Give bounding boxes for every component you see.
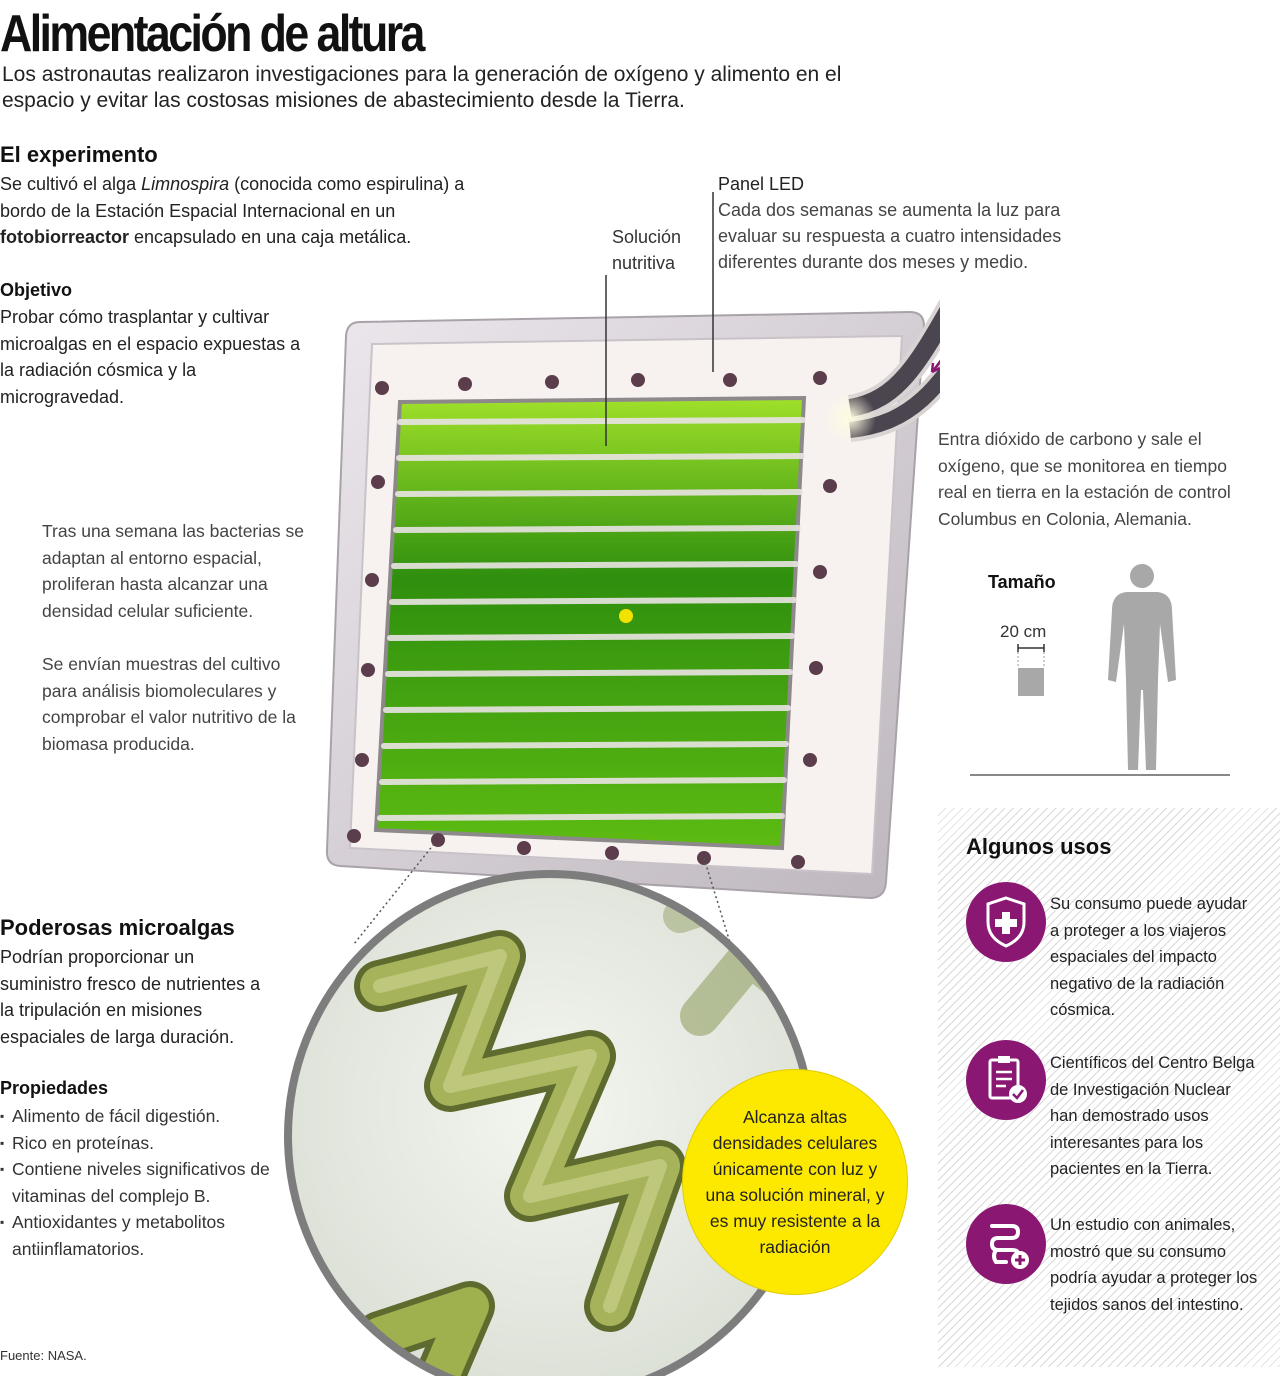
use-item-text: Científicos del Centro Belga de Investigación Nuclear han demostrado usos interesantes para los pacientes en la Tierra. bbox=[1050, 1054, 1255, 1178]
experiment-heading: El experimento bbox=[0, 142, 158, 167]
reactor-scale-box bbox=[1018, 668, 1044, 696]
list-item: ▪ Contiene niveles significativos de vitaminas del complejo B. bbox=[0, 1156, 275, 1209]
objective-text: Probar cómo trasplantar y cultivar microalgas en el espacio expuestas a la radiación cósmica y la microgravedad. bbox=[0, 307, 301, 407]
samples-callout: Se envían muestras del cultivo para análisis biomoleculares y comprobar el valor nutritivo de la biomasa producida. bbox=[42, 654, 296, 754]
clipboard-check-icon bbox=[966, 1040, 1046, 1120]
use-item-text: Su consumo puede ayudar a proteger a los viajeros espaciales del impacto negativo de la radiación cósmica. bbox=[1050, 895, 1248, 1019]
shield-cross-icon bbox=[966, 882, 1046, 962]
use-item-text: Un estudio con animales, mostró que su consumo podría ayudar a proteger los tejidos sanos del intestino. bbox=[1050, 1216, 1258, 1314]
objective-heading: Objetivo bbox=[0, 280, 73, 300]
co2-callout: Entra dióxido de carbono y sale el oxígeno, que se monitorea en tiempo real en tierra en la estación de control Columbus en Colonia, Alemania. bbox=[938, 429, 1231, 529]
experiment-species: Limnospira bbox=[141, 174, 230, 194]
list-item: ▪ Antioxidantes y metabolitos antiinflamatorios. bbox=[0, 1209, 275, 1262]
properties-heading: Propiedades bbox=[0, 1078, 109, 1098]
solution-label: Solución nutritiva bbox=[612, 227, 682, 273]
experiment-text-part: (conocida como espirulina) a bordo de la Estación Espacial Internacional en un bbox=[0, 174, 465, 221]
source-note: Fuente: NASA. bbox=[0, 1348, 87, 1363]
list-item: ▪ Alimento de fácil digestión. bbox=[0, 1103, 275, 1130]
experiment-text-part: encapsulado en una caja metálica. bbox=[129, 227, 412, 247]
size-scale-label: 20 cm bbox=[1000, 622, 1047, 641]
uses-panel bbox=[938, 808, 1280, 1367]
adaptation-callout: Tras una semana las bacterias se adaptan al entorno espacial, proliferan hasta alcanzar una densidad celular suficiente. bbox=[42, 521, 304, 621]
list-item: ▪ Rico en proteínas. bbox=[0, 1130, 275, 1157]
experiment-photobioreactor: fotobiorreactor bbox=[0, 227, 130, 247]
size-heading: Tamaño bbox=[988, 572, 1056, 592]
microalgae-text: Podrían proporcionar un suministro fresco de nutrientes a la tripulación en misiones espaciales de larga duración. bbox=[0, 947, 261, 1047]
page-subtitle: Los astronautas realizaron investigaciones para la generación de oxígeno y alimento en el espacio y evitar las costosas misiones de abastecimiento desde la Tierra. bbox=[2, 63, 842, 112]
led-panel-text: Cada dos semanas se aumenta la luz para evaluar su respuesta a cuatro intensidades diferentes durante dos meses y medio. bbox=[718, 200, 1062, 272]
led-panel-title: Panel LED bbox=[718, 174, 805, 194]
highlight-text: Alcanza altas densidades celulares únicamente con luz y una solución mineral, y es muy resistente a la radiación bbox=[705, 1107, 885, 1257]
properties-list bbox=[0, 1103, 275, 1262]
highlight-bubble bbox=[683, 1070, 907, 1294]
human-silhouette-icon bbox=[1108, 564, 1176, 770]
experiment-text-part: Se cultivó el alga bbox=[0, 174, 142, 194]
microalgae-heading: Poderosas microalgas bbox=[0, 915, 235, 940]
intestine-plus-icon bbox=[966, 1204, 1046, 1284]
uses-heading: Algunos usos bbox=[966, 834, 1112, 859]
size-comparison bbox=[960, 560, 1240, 780]
page-title: Alimentación de altura bbox=[0, 5, 423, 63]
